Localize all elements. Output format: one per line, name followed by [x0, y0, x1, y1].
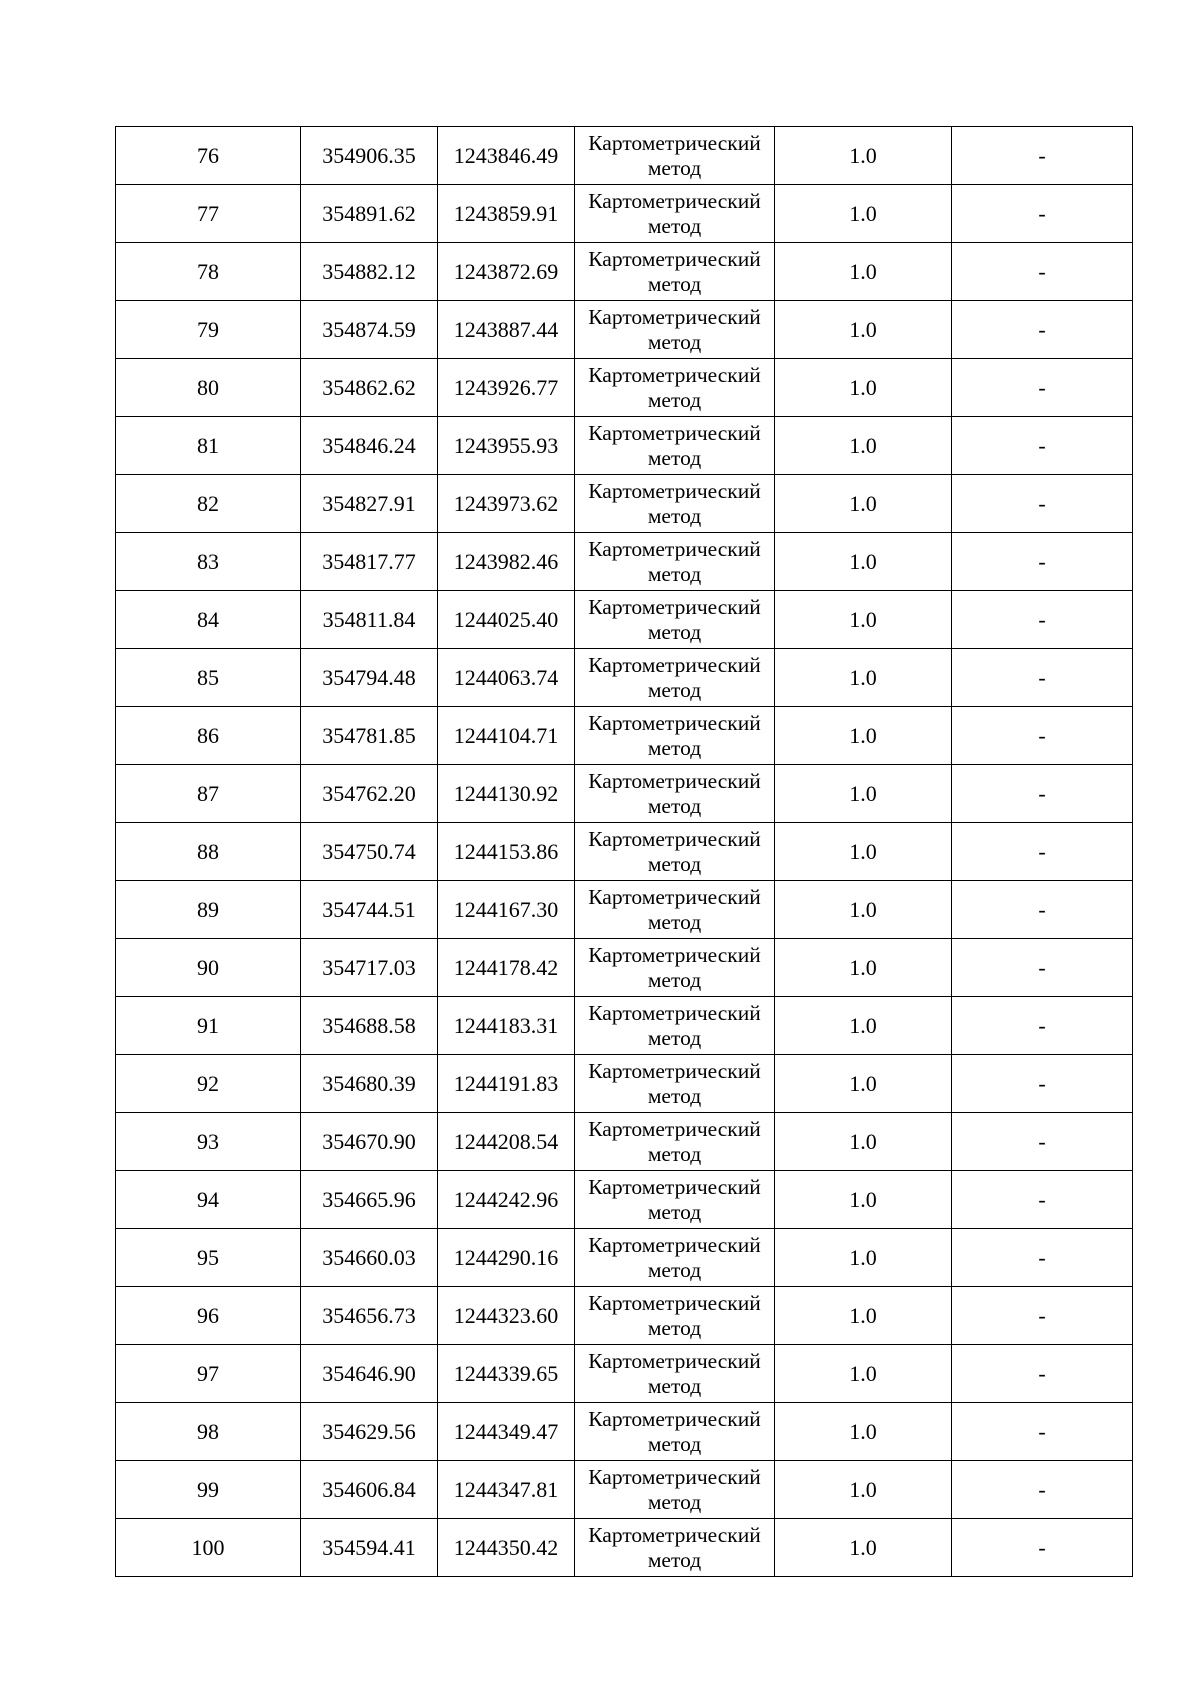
accuracy-cell: 1.0	[775, 185, 952, 243]
x-coordinate-cell: 354750.74	[301, 823, 438, 881]
note-cell: -	[952, 185, 1133, 243]
table-row	[116, 707, 1133, 765]
note-cell: -	[952, 127, 1133, 185]
method-line-2: метод	[647, 271, 702, 296]
note-cell: -	[952, 1055, 1133, 1113]
method-line-2: метод	[647, 1547, 702, 1572]
method-cell	[575, 1345, 775, 1403]
note-cell: -	[952, 1461, 1133, 1519]
y-coordinate-cell: 1244339.65	[438, 1345, 575, 1403]
method-line-2: метод	[647, 735, 702, 760]
table-row	[116, 475, 1133, 533]
note-cell: -	[952, 1113, 1133, 1171]
accuracy-cell: 1.0	[775, 359, 952, 417]
y-coordinate-cell: 1243859.91	[438, 185, 575, 243]
y-coordinate-cell: 1243846.49	[438, 127, 575, 185]
method-line-1: Картометрический	[588, 1406, 761, 1431]
table-row	[116, 1461, 1133, 1519]
note-cell: -	[952, 707, 1133, 765]
method-line-2: метод	[647, 967, 702, 992]
note-cell: -	[952, 243, 1133, 301]
method-cell	[575, 185, 775, 243]
point-number-cell: 88	[116, 823, 301, 881]
method-cell	[575, 823, 775, 881]
note-cell: -	[952, 533, 1133, 591]
point-number-cell: 91	[116, 997, 301, 1055]
table-row	[116, 1171, 1133, 1229]
method-line-1: Картометрический	[588, 594, 761, 619]
note-cell: -	[952, 475, 1133, 533]
y-coordinate-cell: 1244191.83	[438, 1055, 575, 1113]
accuracy-cell: 1.0	[775, 1461, 952, 1519]
x-coordinate-cell: 354794.48	[301, 649, 438, 707]
x-coordinate-cell: 354680.39	[301, 1055, 438, 1113]
point-number-cell: 98	[116, 1403, 301, 1461]
point-number-cell: 92	[116, 1055, 301, 1113]
y-coordinate-cell: 1244208.54	[438, 1113, 575, 1171]
y-coordinate-cell: 1244350.42	[438, 1519, 575, 1577]
point-number-cell: 87	[116, 765, 301, 823]
method-cell	[575, 1113, 775, 1171]
x-coordinate-cell: 354744.51	[301, 881, 438, 939]
point-number-cell: 99	[116, 1461, 301, 1519]
accuracy-cell: 1.0	[775, 1171, 952, 1229]
method-line-1: Картометрический	[588, 1000, 761, 1025]
point-number-cell: 81	[116, 417, 301, 475]
x-coordinate-cell: 354846.24	[301, 417, 438, 475]
method-line-1: Картометрический	[588, 130, 761, 155]
method-line-2: метод	[647, 909, 702, 934]
y-coordinate-cell: 1244153.86	[438, 823, 575, 881]
accuracy-cell: 1.0	[775, 939, 952, 997]
y-coordinate-cell: 1244242.96	[438, 1171, 575, 1229]
method-line-1: Картометрический	[588, 420, 761, 445]
method-line-2: метод	[647, 793, 702, 818]
table-row	[116, 649, 1133, 707]
point-number-cell: 78	[116, 243, 301, 301]
method-line-2: метод	[647, 445, 702, 470]
method-line-1: Картометрический	[588, 304, 761, 329]
method-line-2: метод	[647, 561, 702, 586]
accuracy-cell: 1.0	[775, 881, 952, 939]
accuracy-cell: 1.0	[775, 127, 952, 185]
method-cell	[575, 1055, 775, 1113]
accuracy-cell: 1.0	[775, 1055, 952, 1113]
x-coordinate-cell: 354906.35	[301, 127, 438, 185]
note-cell: -	[952, 591, 1133, 649]
point-number-cell: 86	[116, 707, 301, 765]
method-line-1: Картометрический	[588, 1232, 761, 1257]
method-cell	[575, 1519, 775, 1577]
y-coordinate-cell: 1244178.42	[438, 939, 575, 997]
method-line-2: метод	[647, 1489, 702, 1514]
table-row	[116, 1345, 1133, 1403]
method-cell	[575, 417, 775, 475]
x-coordinate-cell: 354827.91	[301, 475, 438, 533]
accuracy-cell: 1.0	[775, 707, 952, 765]
method-line-2: метод	[647, 1199, 702, 1224]
point-number-cell: 82	[116, 475, 301, 533]
accuracy-cell: 1.0	[775, 1287, 952, 1345]
note-cell: -	[952, 301, 1133, 359]
table-row	[116, 301, 1133, 359]
method-cell	[575, 997, 775, 1055]
point-number-cell: 84	[116, 591, 301, 649]
x-coordinate-cell: 354811.84	[301, 591, 438, 649]
accuracy-cell: 1.0	[775, 475, 952, 533]
y-coordinate-cell: 1244130.92	[438, 765, 575, 823]
x-coordinate-cell: 354762.20	[301, 765, 438, 823]
y-coordinate-cell: 1243872.69	[438, 243, 575, 301]
method-cell	[575, 301, 775, 359]
accuracy-cell: 1.0	[775, 649, 952, 707]
method-cell	[575, 881, 775, 939]
method-cell	[575, 1229, 775, 1287]
point-number-cell: 79	[116, 301, 301, 359]
point-number-cell: 97	[116, 1345, 301, 1403]
method-line-1: Картометрический	[588, 768, 761, 793]
method-line-2: метод	[647, 619, 702, 644]
accuracy-cell: 1.0	[775, 997, 952, 1055]
table-row	[116, 185, 1133, 243]
accuracy-cell: 1.0	[775, 301, 952, 359]
method-cell	[575, 649, 775, 707]
method-line-2: метод	[647, 677, 702, 702]
x-coordinate-cell: 354646.90	[301, 1345, 438, 1403]
x-coordinate-cell: 354606.84	[301, 1461, 438, 1519]
note-cell: -	[952, 1287, 1133, 1345]
y-coordinate-cell: 1243973.62	[438, 475, 575, 533]
accuracy-cell: 1.0	[775, 1403, 952, 1461]
x-coordinate-cell: 354817.77	[301, 533, 438, 591]
point-number-cell: 95	[116, 1229, 301, 1287]
method-line-1: Картометрический	[588, 942, 761, 967]
table-row	[116, 1287, 1133, 1345]
method-cell	[575, 765, 775, 823]
method-line-1: Картометрический	[588, 246, 761, 271]
table-row	[116, 823, 1133, 881]
y-coordinate-cell: 1244290.16	[438, 1229, 575, 1287]
x-coordinate-cell: 354665.96	[301, 1171, 438, 1229]
y-coordinate-cell: 1244063.74	[438, 649, 575, 707]
x-coordinate-cell: 354891.62	[301, 185, 438, 243]
note-cell: -	[952, 997, 1133, 1055]
method-line-1: Картометрический	[588, 884, 761, 909]
note-cell: -	[952, 1403, 1133, 1461]
point-number-cell: 94	[116, 1171, 301, 1229]
accuracy-cell: 1.0	[775, 533, 952, 591]
y-coordinate-cell: 1244347.81	[438, 1461, 575, 1519]
accuracy-cell: 1.0	[775, 417, 952, 475]
method-line-1: Картометрический	[588, 1058, 761, 1083]
note-cell: -	[952, 359, 1133, 417]
x-coordinate-cell: 354629.56	[301, 1403, 438, 1461]
point-number-cell: 89	[116, 881, 301, 939]
x-coordinate-cell: 354670.90	[301, 1113, 438, 1171]
note-cell: -	[952, 939, 1133, 997]
method-line-2: метод	[647, 851, 702, 876]
coordinates-table	[115, 126, 1133, 1577]
point-number-cell: 77	[116, 185, 301, 243]
accuracy-cell: 1.0	[775, 1229, 952, 1287]
table-row	[116, 765, 1133, 823]
x-coordinate-cell: 354781.85	[301, 707, 438, 765]
y-coordinate-cell: 1244104.71	[438, 707, 575, 765]
method-line-1: Картометрический	[588, 1464, 761, 1489]
method-line-1: Картометрический	[588, 1290, 761, 1315]
table-row	[116, 533, 1133, 591]
point-number-cell: 85	[116, 649, 301, 707]
y-coordinate-cell: 1243887.44	[438, 301, 575, 359]
method-line-1: Картометрический	[588, 362, 761, 387]
method-line-2: метод	[647, 1257, 702, 1282]
point-number-cell: 96	[116, 1287, 301, 1345]
y-coordinate-cell: 1244349.47	[438, 1403, 575, 1461]
method-cell	[575, 475, 775, 533]
y-coordinate-cell: 1243982.46	[438, 533, 575, 591]
coordinates-table-body	[116, 127, 1133, 1577]
point-number-cell: 76	[116, 127, 301, 185]
method-line-1: Картометрический	[588, 1116, 761, 1141]
method-line-2: метод	[647, 387, 702, 412]
table-row	[116, 1113, 1133, 1171]
accuracy-cell: 1.0	[775, 591, 952, 649]
table-row	[116, 1229, 1133, 1287]
x-coordinate-cell: 354660.03	[301, 1229, 438, 1287]
table-row	[116, 997, 1133, 1055]
method-line-2: метод	[647, 1373, 702, 1398]
y-coordinate-cell: 1244183.31	[438, 997, 575, 1055]
note-cell: -	[952, 881, 1133, 939]
note-cell: -	[952, 1171, 1133, 1229]
x-coordinate-cell: 354874.59	[301, 301, 438, 359]
table-row	[116, 1519, 1133, 1577]
method-line-1: Картометрический	[588, 710, 761, 735]
method-line-1: Картометрический	[588, 478, 761, 503]
method-cell	[575, 127, 775, 185]
method-cell	[575, 591, 775, 649]
note-cell: -	[952, 765, 1133, 823]
method-cell	[575, 1461, 775, 1519]
y-coordinate-cell: 1244025.40	[438, 591, 575, 649]
method-line-1: Картометрический	[588, 1348, 761, 1373]
method-line-2: метод	[647, 155, 702, 180]
table-row	[116, 591, 1133, 649]
point-number-cell: 80	[116, 359, 301, 417]
table-row	[116, 417, 1133, 475]
method-line-2: метод	[647, 1315, 702, 1340]
note-cell: -	[952, 417, 1133, 475]
method-cell	[575, 707, 775, 765]
note-cell: -	[952, 649, 1133, 707]
point-number-cell: 100	[116, 1519, 301, 1577]
method-line-1: Картометрический	[588, 826, 761, 851]
note-cell: -	[952, 1345, 1133, 1403]
y-coordinate-cell: 1244323.60	[438, 1287, 575, 1345]
method-cell	[575, 243, 775, 301]
note-cell: -	[952, 1229, 1133, 1287]
method-line-1: Картометрический	[588, 652, 761, 677]
method-line-1: Картометрический	[588, 1174, 761, 1199]
method-line-1: Картометрический	[588, 1522, 761, 1547]
note-cell: -	[952, 1519, 1133, 1577]
method-line-2: метод	[647, 1025, 702, 1050]
accuracy-cell: 1.0	[775, 1519, 952, 1577]
accuracy-cell: 1.0	[775, 823, 952, 881]
table-row	[116, 127, 1133, 185]
x-coordinate-cell: 354862.62	[301, 359, 438, 417]
table-row	[116, 939, 1133, 997]
method-line-2: метод	[647, 213, 702, 238]
accuracy-cell: 1.0	[775, 765, 952, 823]
method-cell	[575, 533, 775, 591]
table-row	[116, 1055, 1133, 1113]
point-number-cell: 90	[116, 939, 301, 997]
y-coordinate-cell: 1243955.93	[438, 417, 575, 475]
y-coordinate-cell: 1244167.30	[438, 881, 575, 939]
method-line-2: метод	[647, 1141, 702, 1166]
method-line-2: метод	[647, 329, 702, 354]
accuracy-cell: 1.0	[775, 1345, 952, 1403]
x-coordinate-cell: 354656.73	[301, 1287, 438, 1345]
table-row	[116, 243, 1133, 301]
y-coordinate-cell: 1243926.77	[438, 359, 575, 417]
accuracy-cell: 1.0	[775, 243, 952, 301]
table-row	[116, 881, 1133, 939]
method-line-1: Картометрический	[588, 188, 761, 213]
table-row	[116, 359, 1133, 417]
x-coordinate-cell: 354688.58	[301, 997, 438, 1055]
method-line-1: Картометрический	[588, 536, 761, 561]
table-row	[116, 1403, 1133, 1461]
method-cell	[575, 1403, 775, 1461]
x-coordinate-cell: 354882.12	[301, 243, 438, 301]
method-line-2: метод	[647, 503, 702, 528]
accuracy-cell: 1.0	[775, 1113, 952, 1171]
method-cell	[575, 1287, 775, 1345]
method-cell	[575, 939, 775, 997]
method-line-2: метод	[647, 1431, 702, 1456]
point-number-cell: 83	[116, 533, 301, 591]
note-cell: -	[952, 823, 1133, 881]
x-coordinate-cell: 354717.03	[301, 939, 438, 997]
x-coordinate-cell: 354594.41	[301, 1519, 438, 1577]
point-number-cell: 93	[116, 1113, 301, 1171]
method-cell	[575, 1171, 775, 1229]
method-line-2: метод	[647, 1083, 702, 1108]
method-cell	[575, 359, 775, 417]
